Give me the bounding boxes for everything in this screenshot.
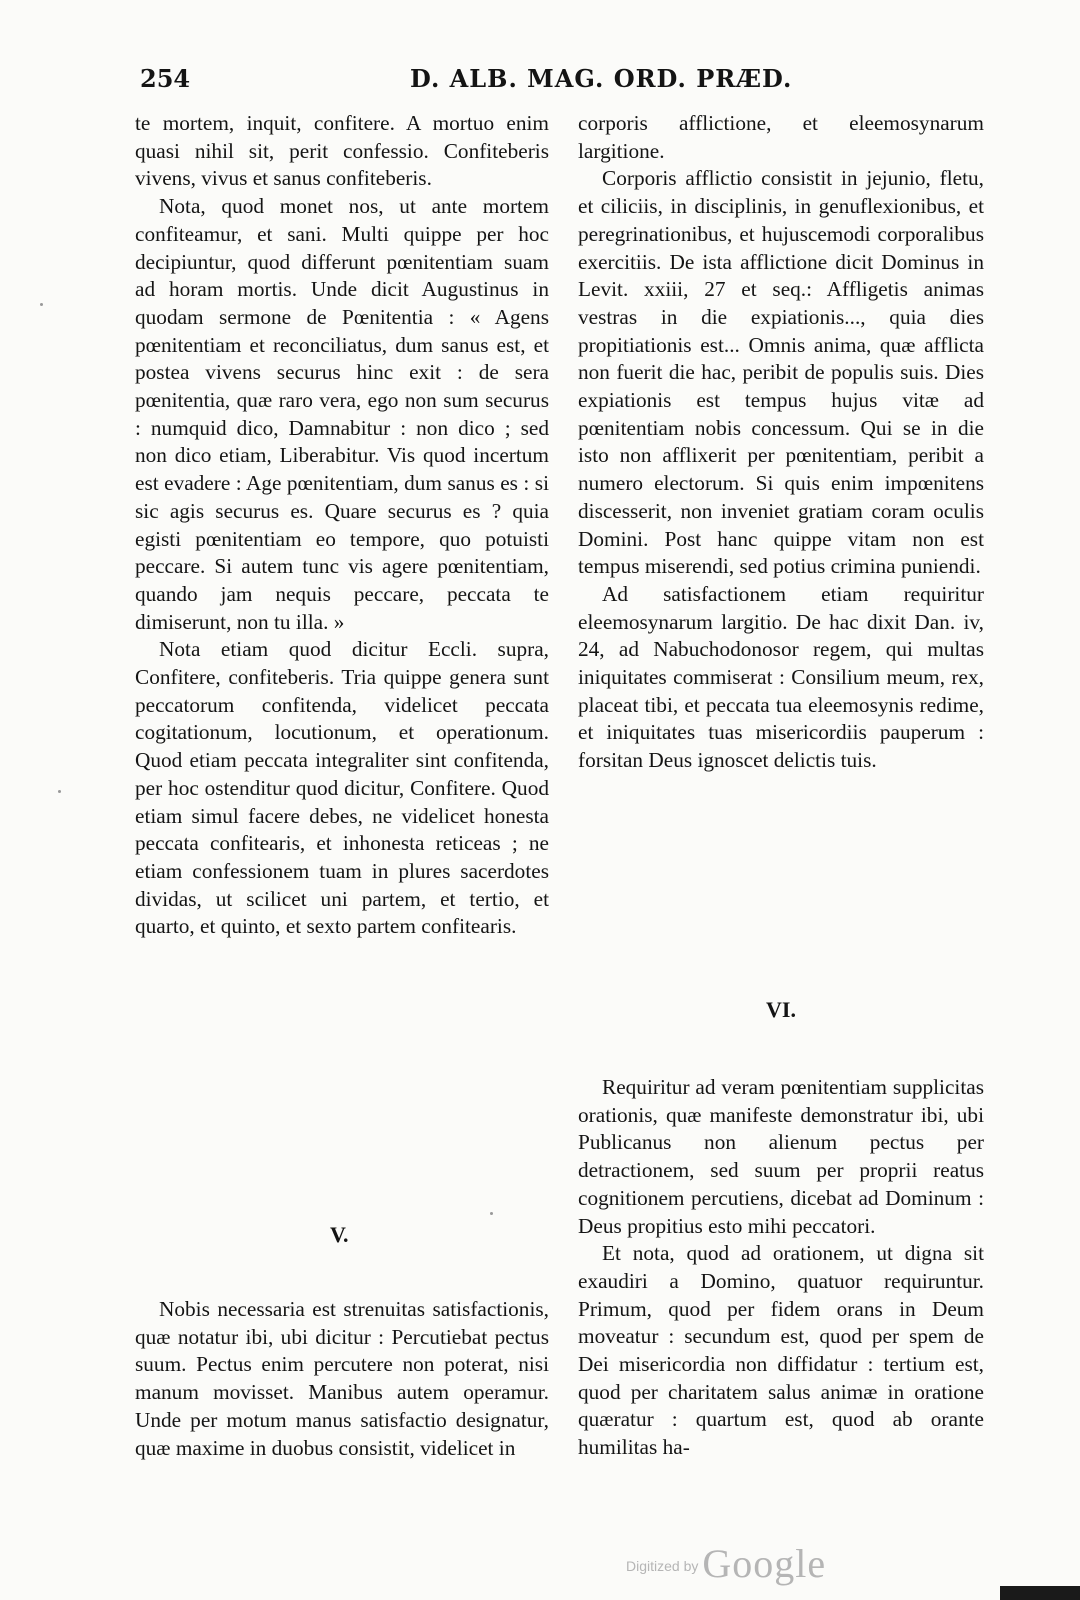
scan-edge (1000, 1586, 1080, 1600)
section-v-text (135, 1296, 549, 1462)
section-vi-text (578, 1074, 984, 1462)
paragraph: Et nota, quod ad orationem, ut digna sit exaudiri a Domino, quatuor requiruntur. Primum, quod per fidem orans in Deum moveatur : secundum est, quod per spem de Dei misericordia non diffidatur : tertium est, quod per charitatem salus animæ in oratione quæratur : quartum est, quod ab orante humilitas ha- (578, 1241, 984, 1460)
paragraph: Nobis necessaria est strenuitas satisfactionis, quæ notatur ibi, ubi dicitur : Percutiebat pectus suum. Pectus enim percutere non poterat, nisi manum movisset. Manibus autem operamur. Unde per motum manus satisfactio designatur, quæ maxime in duobus consistit, videlicet in (135, 1297, 549, 1460)
paragraph: Requiritur ad veram pœnitentiam supplicitas orationis, quæ manifeste demonstratur ibi, ubi Publicanus non alienum pectus per detractionem, sed suum per proprii reatus cognitionem percutiens, dicebat ad Dominum : Deus propitius esto mihi peccatori. (578, 1075, 984, 1238)
page-number: 254 (140, 64, 191, 93)
section-heading-vi: VI. (766, 997, 796, 1022)
digitized-label: Digitized by (626, 1558, 699, 1574)
paragraph: te mortem, inquit, confitere. A mortuo enim quasi nihil sit, perit confessio. Confiteberis vivens, vivus et sanus confiteberis. (135, 111, 549, 191)
scan-speck (58, 790, 61, 793)
paragraph: Nota, quod monet nos, ut ante mortem confiteamur, et sani. Multi quippe per hoc decipiuntur, quod differunt pœnitentiam suam ad horam mortis. Unde dicit Augustinus in quodam sermone de Pœnitentia : « Agens pœnitentiam et reconciliatus, dum sanus est, et postea vivens securus hinc exit : de sera pœnitentia, quæ raro vera, ego non sum securus : numquid dico, Damnabitur : non dico ; sed non dico etiam, Liberabitur. Vis quod incertum est evadere : Age pœnitentiam, dum sanus es : si sic agis securus es. Quare securus es ? quia egisti pœnitentiam eo tempore, quo potuisti peccare. Si autem tunc vis agere pœnitentiam, quando jam nequis peccare, peccata te dimiserunt, non tu illa. » (135, 194, 549, 634)
section-heading-v: V. (330, 1222, 349, 1247)
right-column (578, 110, 984, 775)
paragraph: Ad satisfactionem etiam requiritur eleemosynarum largitio. De hac dixit Dan. iv, 24, ad Nabuchodonosor regem, qui multas iniquitates commiserat : Consilium meum, rex, placeat tibi, et peccata tua eleemosynis redime, et iniquitates tuas misericordiis pauperum : forsitan Deus ignoscet delictis tuis. (578, 581, 984, 773)
scan-speck (490, 1212, 493, 1215)
paragraph: Nota etiam quod dicitur Eccli. supra, Confitere, confiteberis. Tria quippe genera sunt peccatorum confitenda, videlicet peccata cogitationum, locutionum, et operationum. Quod etiam peccata integraliter sint confitenda, per hoc ostenditur quod dicitur, Confitere. Quod etiam simul facere debes, ne videlicet honesta peccata confitearis, et inhonesta reticeas ; ne etiam confessionem tuam in plures sacerdotes dividas, ut scilicet uni partem, et tertio, et quarto, et quinto, et sexto partem confitearis. (135, 637, 549, 939)
paragraph: corporis afflictione, et eleemosynarum largitione. (578, 111, 984, 163)
running-title: D. ALB. MAG. ORD. PRÆD. (410, 64, 793, 93)
google-logo: Google (702, 1541, 827, 1586)
digitized-watermark (626, 1540, 826, 1587)
paragraph: Corporis afflictio consistit in jejunio, fletu, et ciliciis, in disciplinis, in genuflexionibus, et peregrinationibus, et hujuscemodi corporalibus exercitiis. De ista afflictione dicit Dominus in Levit. xxiii, 27 et seq.: Affligetis animas vestras in die expiationis..., quia dies propitiationis est... Omnis anima, quæ afflicta non fuerit die hac, peribit de populis suis. Dies expiationis est tempus hujus vitæ ad pœnitentiam nobis concessum. Qui se in die isto non afflixerit per pœnitentiam, peribit a numero electorum. Si quis enim impœnitens discesserit, non inveniet gratiam coram oculis Domini. Post hanc quippe vitam non est tempus miserendi, sed potius crimina puniendi. (578, 166, 984, 579)
scan-speck (40, 303, 43, 306)
left-column (135, 110, 549, 941)
